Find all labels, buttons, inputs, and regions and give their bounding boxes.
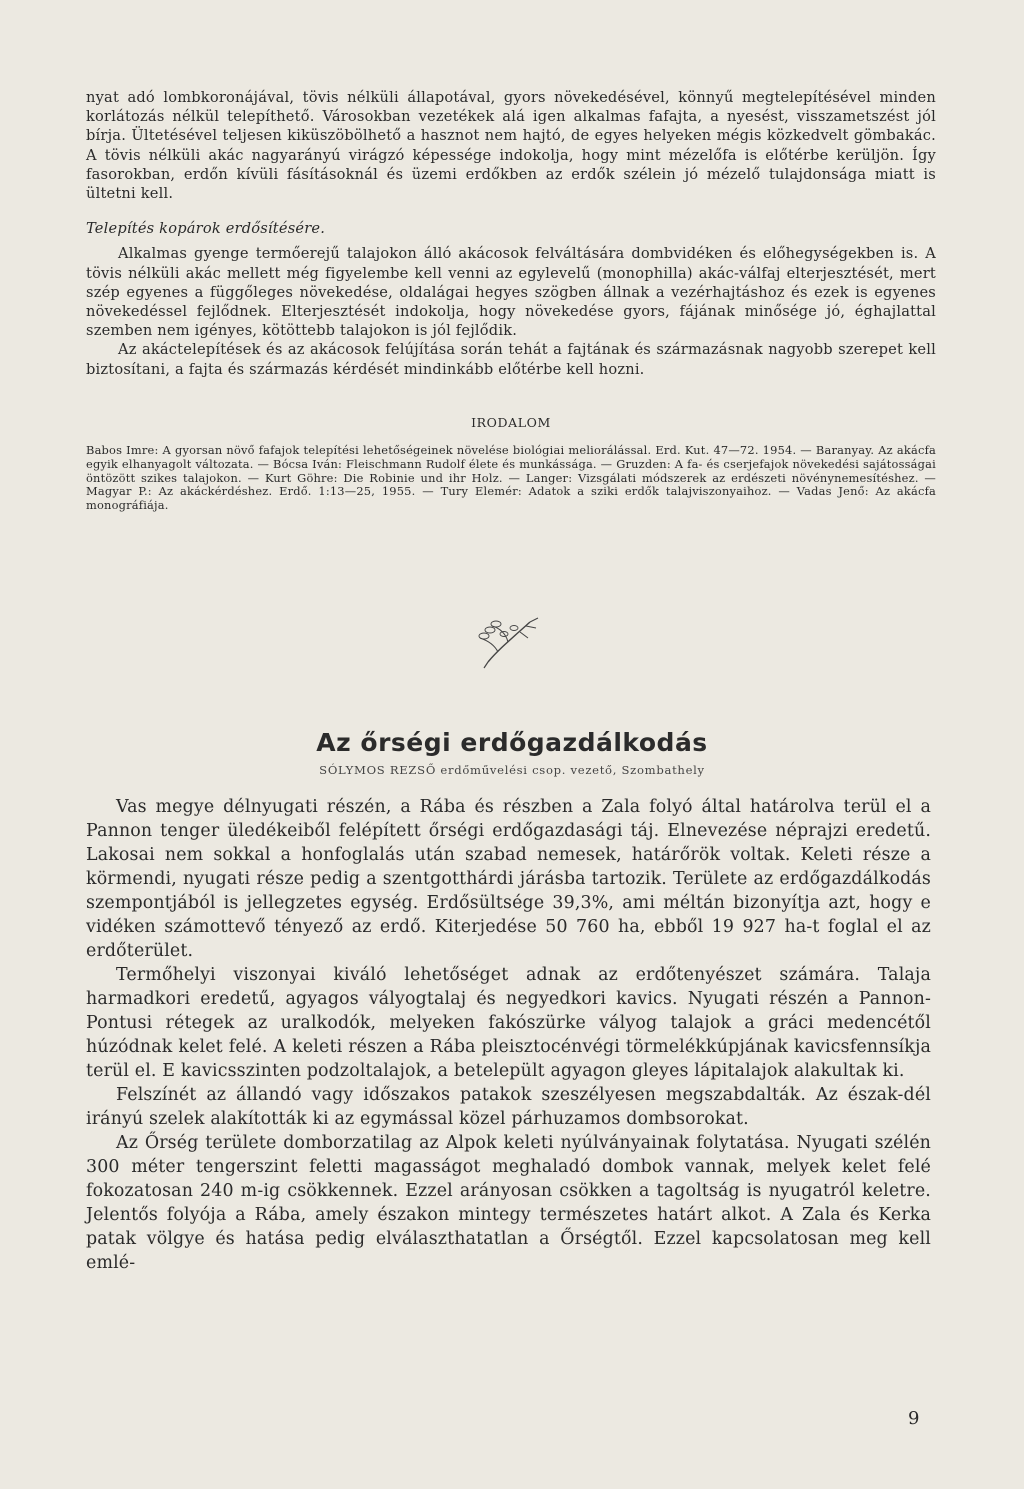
literature-heading: IRODALOM bbox=[471, 414, 551, 430]
paragraph: Alkalmas gyenge termőerejű talajokon álló akácosok felváltására dombvidéken és előhegységekben is. A tövis nélküli akác mellett még figyelembe kell venni az egylevelű (monophilla) akác-válfaj elterjesztését, mert szép egyenes a függőleges növekedése, oldalágai hegyes szögben állnak a vezérhajtáshoz és ezek is egyenes növekedéssel fejlődnek. Elterjesztését indokolja, hogy növekedése gyors, fájának minősége jó, éghajlattal szemben nem igényes, kötöttebb talajokon is jól fejlődik. bbox=[86, 245, 936, 340]
previous-article-continuation bbox=[86, 88, 936, 513]
acacia-branch-ornament-icon bbox=[468, 612, 548, 670]
article-title: Az őrségi erdőgazdálkodás bbox=[316, 728, 708, 757]
section-subheading: Telepítés kopárok erdősítésére. bbox=[86, 220, 326, 238]
paragraph: Az akáctelepítések és az akácosok felújítása során tehát a fajtának és származásnak nagyobb szerepet kell biztosítani, a fajta és származás kérdését mindinkább előtérbe kell hozni. bbox=[86, 341, 936, 378]
literature-references: Babos Imre: A gyorsan növő fafajok telepítési lehetőségeinek növelése biológiai meliorálással. Erd. Kut. 47—72. 1954. — Baranyay. Az akácfa egyik elhanyagolt változata. — Bócsa Iván: Fleischmann Rudolf élete és munkássága. — Gruzden: A fa- és cserjefajok növekedési sajátosságai öntözött szikes talajokon. — Kurt Göhre: Die Robinie und ihr Holz. — Langer: Vizsgálati módszerek az erdészeti növénynemesítéshez. — Magyar P.: Az akáckérdéshez. Erdő. 1:13—25, 1955. — Tury Elemér: Adatok a sziki erdők talajviszonyaihoz. — Vadas Jenő: Az akácfa monográfiája. bbox=[86, 443, 936, 513]
page-number: 9 bbox=[908, 1408, 920, 1429]
paragraph: Termőhelyi viszonyai kiváló lehetőséget adnak az erdőtenyészet számára. Talaja harmadkori eredetű, agyagos vályogtalaj és negyedkori kavics. Nyugati részén a Pannon-Pontusi rétegek az uralkodók, melyeken fakószürke vályog talajok a gráci medencétől húzódnak kelet felé. A keleti részen a Rába pleisztocénvégi törmelékkúpjának kavicsfennsíkja terül el. E kavicsszinten podzoltalajok, a betelepült agyagon gleyes lápitalajok alakultak ki. bbox=[86, 965, 931, 1081]
paragraph: Vas megye délnyugati részén, a Rába és részben a Zala folyó által határolva terül el a Pannon tenger üledékeiből felépített őrségi erdőgazdasági táj. Elnevezése néprajzi eredetű. Lakosai nem sokkal a honfoglalás után szabad nemesek, határőrök voltak. Keleti része a körmendi, nyugati része pedig a szentgotthárdi járásba tartozik. Területe az erdőgazdálkodás szempontjából is jellegzetes egység. Erdősültsége 39,3%, ami méltán bizonyítja azt, hogy e vidéken számottevő tényező az erdő. Kiterjedése 50 760 ha, ebből 19 927 ha-t foglal el az erdőterület. bbox=[86, 797, 931, 961]
paragraph: nyat adó lombkoronájával, tövis nélküli állapotával, gyors növekedésével, könnyű megtelepítésével minden korlátozás nélkül telepíthető. Városokban vezetékek alá igen alkalmas fafajta, a nyesést, visszametszést jól bírja. Ültetésével teljesen kiküszöbölhető a hasznot nem hajtó, de egyes helyeken mégis közkedvelt gömbakác. A tövis nélküli akác nagyarányú virágzó képessége indokolja, hogy mint mézelőfa is előtérbe kerüljön. Így fasorokban, erdőn kívüli fásításoknál és üzemi erdőkben az erdők szélein jó mézelő tulajdonsága miatt is ültetni kell. bbox=[86, 89, 936, 203]
author-byline: SÓLYMOS REZSŐ erdőművelési csop. vezető, Szombathely bbox=[319, 763, 705, 777]
paragraph: Felszínét az állandó vagy időszakos patakok szeszélyesen megszabdalták. Az észak-dél irányú szelek alakították ki az egymással közel párhuzamos dombsorokat. bbox=[86, 1085, 931, 1129]
paragraph: Az Őrség területe domborzatilag az Alpok keleti nyúlványainak folytatása. Nyugati szélén 300 méter tengerszint feletti magasságot meghaladó dombok vannak, melyek kelet felé fokozatosan 240 m-ig csökkennek. Ezzel arányosan csökken a tagoltság is nyugatról keletre. Jelentős folyója a Rába, amely északon mintegy természetes határt alkot. A Zala és Kerka patak völgye és hatása pedig elválaszthatatlan a Őrségtől. Ezzel kapcsolatosan meg kell emlé- bbox=[86, 1133, 931, 1273]
article-body bbox=[86, 795, 931, 1275]
